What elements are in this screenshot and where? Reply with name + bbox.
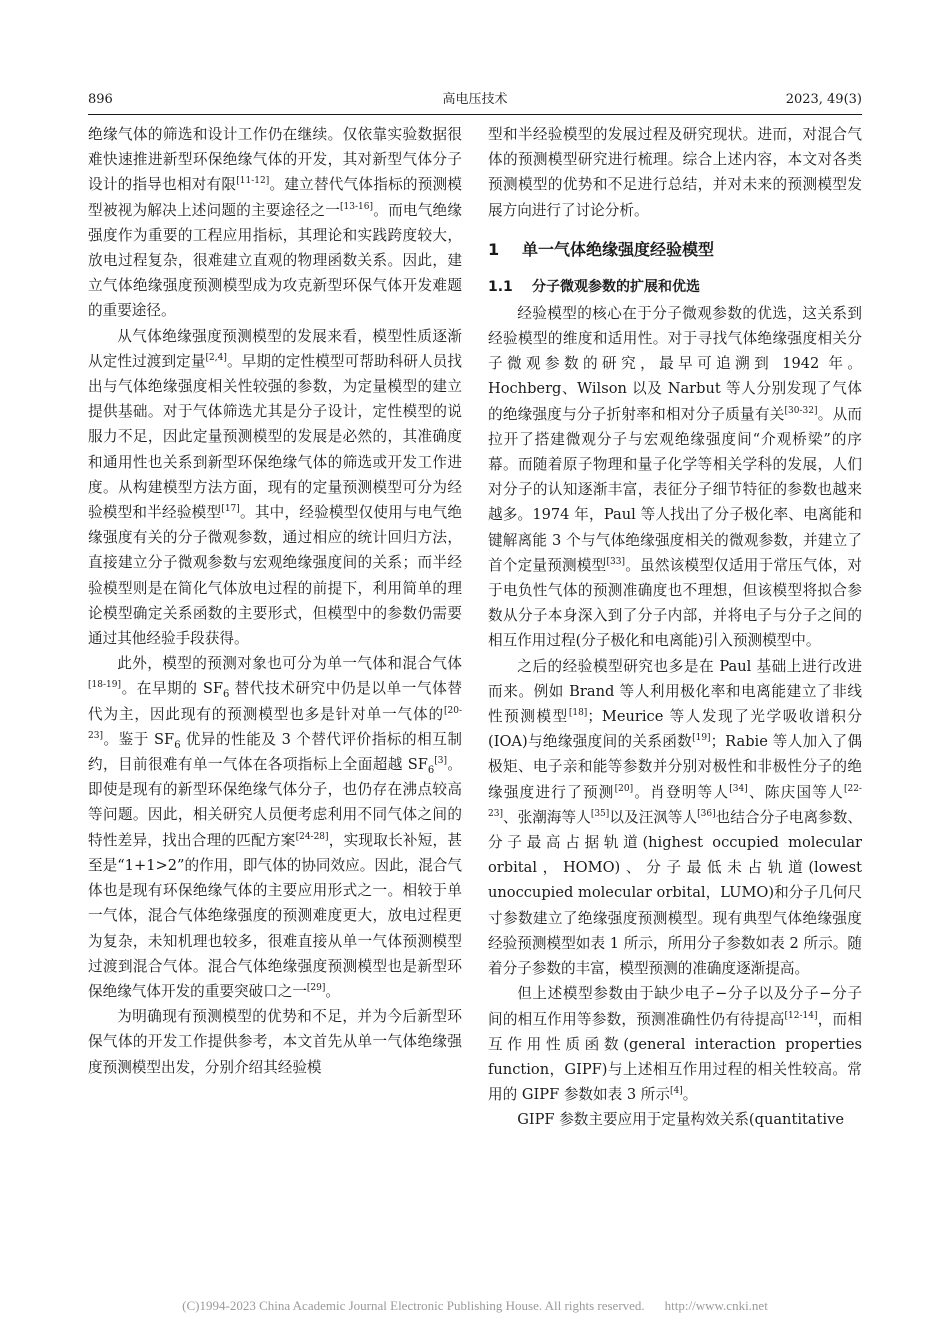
- right-column: [488, 122, 862, 1133]
- citation[interactable]: [17]: [221, 504, 240, 515]
- footer: [0, 1298, 950, 1314]
- footer-url[interactable]: http://www.cnki.net: [664, 1298, 768, 1313]
- citation[interactable]: [29]: [306, 983, 326, 994]
- paragraph: 从气体绝缘强度预测模型的发展来看，模型性质逐渐从定性过渡到定量[2,4]。早期的定性模型可帮助科研人员找出与气体绝缘强度相关性较强的参数，为定量模型的建立提供基础。对于气体筛选尤其是分子设计，定性模型的说服力不足，因此定量预测模型的发展是必然的，其准确度和通用性也关系到新型环保绝缘气体的筛选或开发工作进度。从构建模型方法方面，现有的定量预测模型可分为经验模型和半经验模型[17]。其中，经验模型仅使用与电气绝缘强度有关的分子微观参数，通过相应的统计回归方法，直接建立分子微观参数与宏观绝缘强度间的关系；而半经验模型则是在简化气体放电过程的前提下，利用简单的理论模型确定关系函数的主要形式，但模型中的参数仍需要通过其他经验手段获得。: [88, 327, 462, 648]
- citation[interactable]: [20-23]: [88, 705, 462, 742]
- section-heading: 1 单一气体绝缘强度经验模型: [488, 239, 715, 259]
- running-header: [88, 88, 862, 112]
- citation[interactable]: [12-14]: [784, 1010, 818, 1021]
- citation[interactable]: [3]: [434, 756, 447, 767]
- issue-info: 2023, 49(3): [785, 92, 862, 107]
- citation[interactable]: [36]: [697, 809, 716, 820]
- paragraph: 为明确现有预测模型的优势和不足，并为今后新型环保气体的开发工作提供参考，本文首先从单一气体绝缘强度预测模型出发，分别介绍其经验模: [88, 1008, 462, 1076]
- citation[interactable]: [18]: [568, 708, 588, 719]
- subsection-heading: 1.1 分子微观参数的扩展和优选: [488, 278, 700, 295]
- paragraph: 但上述模型参数由于缺少电子−分子以及分子−分子间的相互作用等参数，预测准确性仍有待提高[12-14]，而相互作用性质函数(general interaction properties function，GIPF)与上述相互作用过程的相关性较高。常用的 GIPF 参数如表 3 所示[4]。: [488, 985, 862, 1104]
- paragraph: GIPF 参数主要应用于定量构效关系(quantitative: [517, 1111, 844, 1129]
- page-number: 896: [88, 92, 113, 107]
- citation[interactable]: [22-23]: [488, 783, 862, 820]
- journal-title: 高电压技术: [442, 92, 508, 107]
- citation[interactable]: [4]: [669, 1086, 683, 1097]
- citation[interactable]: [11-12]: [236, 176, 270, 187]
- citation[interactable]: [30-32]: [784, 405, 818, 416]
- paragraph: 之后的经验模型研究也多是在 Paul 基础上进行改进而来。例如 Brand 等人利用极化率和电离能建立了非线性预测模型[18]；Meurice 等人发现了光学吸收谱积分(IOA)与绝缘强度间的关系函数[19]；Rabie 等人加入了偶极矩、电子亲和能等参数并分别对极性和非极性分子的绝缘强度进行了预测[20]。肖登明等人[34]、陈庆国等人[22-23]、张潮海等人[35]以及汪沨等人[36]也结合分子电离参数、分子最高占据轨道(highest occupied molecular orbital，HOMO)、分子最低未占轨道(lowest unoccupied molecular orbital，LUMO)和分子几何尺寸参数建立了绝缘强度预测模型。现有典型气体绝缘强度经验预测模型如表 1 所示，所用分子参数如表 2 所示。随着分子参数的丰富，模型预测的准确度逐渐提高。: [488, 657, 862, 978]
- paragraph: 绝缘气体的筛选和设计工作仍在继续。仅依靠实验数据很难快速推进新型环保绝缘气体的开发，其对新型气体分子设计的指导也相对有限[11-12]。建立替代气体指标的预测模型被视为解决上述问题的主要途径之一[13-16]。而电气绝缘强度作为重要的工程应用指标，其理论和实践跨度较大，放电过程复杂，很难建立直观的物理函数关系。因此，建立气体绝缘强度预测模型成为攻克新型环保气体开发难题的重要途径。: [88, 126, 462, 320]
- citation[interactable]: [35]: [590, 809, 610, 820]
- citation[interactable]: [34]: [729, 783, 748, 794]
- paragraph: 此外，模型的预测对象也可分为单一气体和混合气体[18-19]。在早期的 $SF_6$ 替代技术研究中仍是以单一气体替代为主，因此现有的预测模型也多是针对单一气体的[20-23]。鉴于 $SF_6$ 优异的性能及 3 个替代评价指标的相互制约，目前很难有单一气体在各项指标上全面超越 $SF_6[3]$。即使是现有的新型环保绝缘气体分子，也仍存在沸点较高等问题。因此，相关研究人员便考虑利用不同气体之间的特性差异，找出合理的匹配方案[24-28]，实现取长补短，甚至是“1+1>2”的作用，即气体的协同效应。因此，混合气体也是现有环保绝缘气体的主要应用形式之一。相较于单一气体，混合气体绝缘强度的预测难度更大，放电过程更为复杂，未知机理也较多，很难直接从单一气体预测模型过渡到混合气体。混合气体绝缘强度预测模型也是新型环保绝缘气体开发的重要突破口之一[29]。: [88, 655, 463, 1000]
- citation[interactable]: [2,4]: [205, 352, 227, 363]
- citation[interactable]: [19]: [692, 733, 711, 744]
- paragraph: 经验模型的核心在于分子微观参数的优选，这关系到经验模型的维度和适用性。对于寻找气体绝缘强度相关分子微观参数的研究，最早可追溯到 1942 年。Hochberg、Wilson 以及 Narbut 等人分别发现了气体的绝缘强度与分子折射率和相对分子质量有关[30-32]。从而拉开了搭建微观分子与宏观绝缘强度间“介观桥梁”的序幕。而随着原子物理和量子化学等相关学科的发展，人们对分子的认知逐渐丰富，表征分子细节特征的参数也越来越多。1974 年，Paul 等人找出了分子极化率、电离能和键解离能 3 个与气体绝缘强度相关的微观参数，并建立了首个定量预测模型[33]。虽然该模型仅适用于常压气体，对于电负性气体的预测准确度也不理想，但该模型将拟合参数从分子本身深入到了分子内部，并将电子与分子之间的相互作用过程(分子极化和电离能)引入预测模型中。: [488, 304, 862, 650]
- citation[interactable]: [20]: [614, 783, 634, 794]
- citation[interactable]: [18-19]: [88, 680, 121, 691]
- header-rule: [88, 114, 862, 115]
- copyright-text: (C)1994-2023 China Academic Journal Electronic Publishing House. All rights reserved.: [182, 1298, 645, 1313]
- left-column: [88, 122, 462, 1080]
- citation[interactable]: [24-28]: [295, 831, 329, 842]
- citation[interactable]: [33]: [606, 556, 625, 567]
- citation[interactable]: [13-16]: [340, 201, 374, 212]
- paragraph: 型和半经验模型的发展过程及研究现状。进而，对混合气体的预测模型研究进行梳理。综合上述内容，本文对各类预测模型的优势和不足进行总结，并对未来的预测模型发展方向进行了讨论分析。: [488, 126, 862, 219]
